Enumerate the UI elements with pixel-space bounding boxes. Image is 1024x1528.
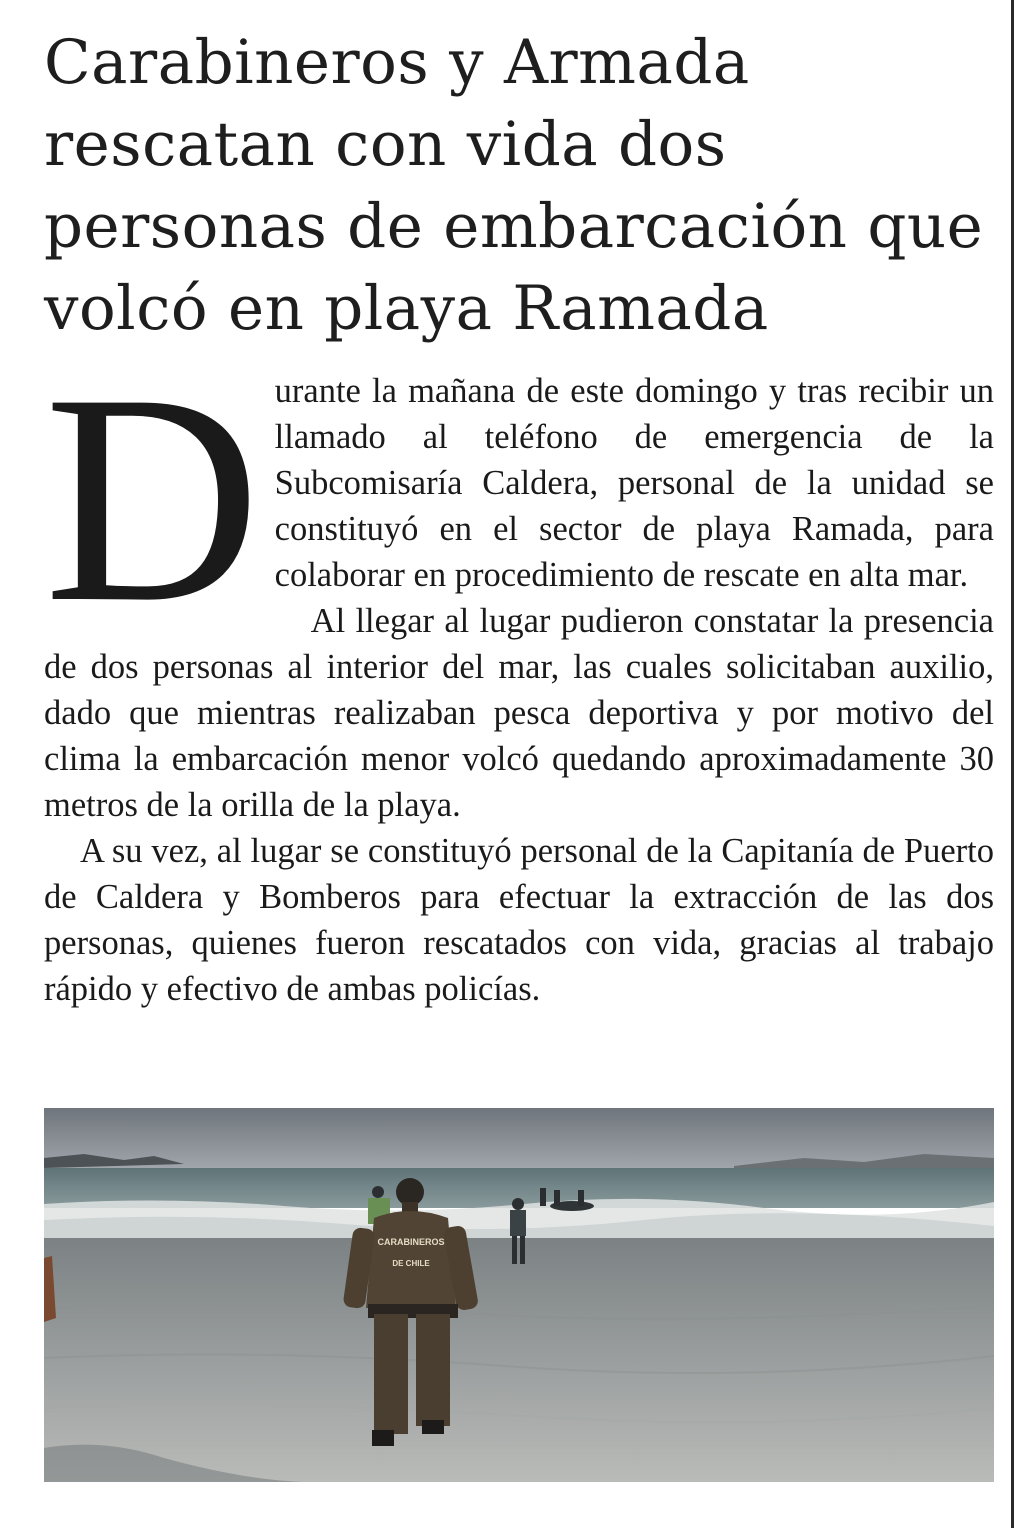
- photo-uniform-patch-line1: CARABINEROS: [377, 1237, 445, 1247]
- rescue-photo-image: [44, 1108, 994, 1482]
- drop-cap: D: [44, 332, 257, 664]
- article-body: [44, 332, 994, 1012]
- paragraph-3: A su vez, al lugar se constituyó personal de la Capitanía de Puerto de Caldera y Bomberos para efectuar la extracción de las dos personas, quienes fueron rescatados con vida, gracias al trabajo rápido y efectivo de ambas policías.: [44, 832, 994, 1008]
- rescue-photo: [44, 1108, 994, 1482]
- paragraph-2: Al llegar al lugar pudieron constatar la presencia de dos personas al interior del mar, las cuales solicitaban auxilio, dado que mientras realizaban pesca deportiva y por motivo del clima la embarcación menor volcó quedando aproximadamente 30 metros de la orilla de la playa.: [44, 602, 994, 824]
- photo-uniform-patch-line2: DE CHILE: [392, 1259, 430, 1268]
- paragraph-1: [44, 332, 994, 664]
- headline: Carabineros y Armada rescatan con vida dos personas de embarcación que volcó en playa Ramada: [44, 27, 984, 344]
- column-rule: [1011, 0, 1014, 1528]
- photo-wet-sand: [44, 1238, 994, 1482]
- paragraph-1-text: urante la mañana de este domingo y tras recibir un llamado al teléfono de emergencia de la Subcomisaría Caldera, personal de la unidad se constituyó en el sector de playa Ramada, para colaborar en procedimiento de rescate en alta mar.: [274, 372, 994, 594]
